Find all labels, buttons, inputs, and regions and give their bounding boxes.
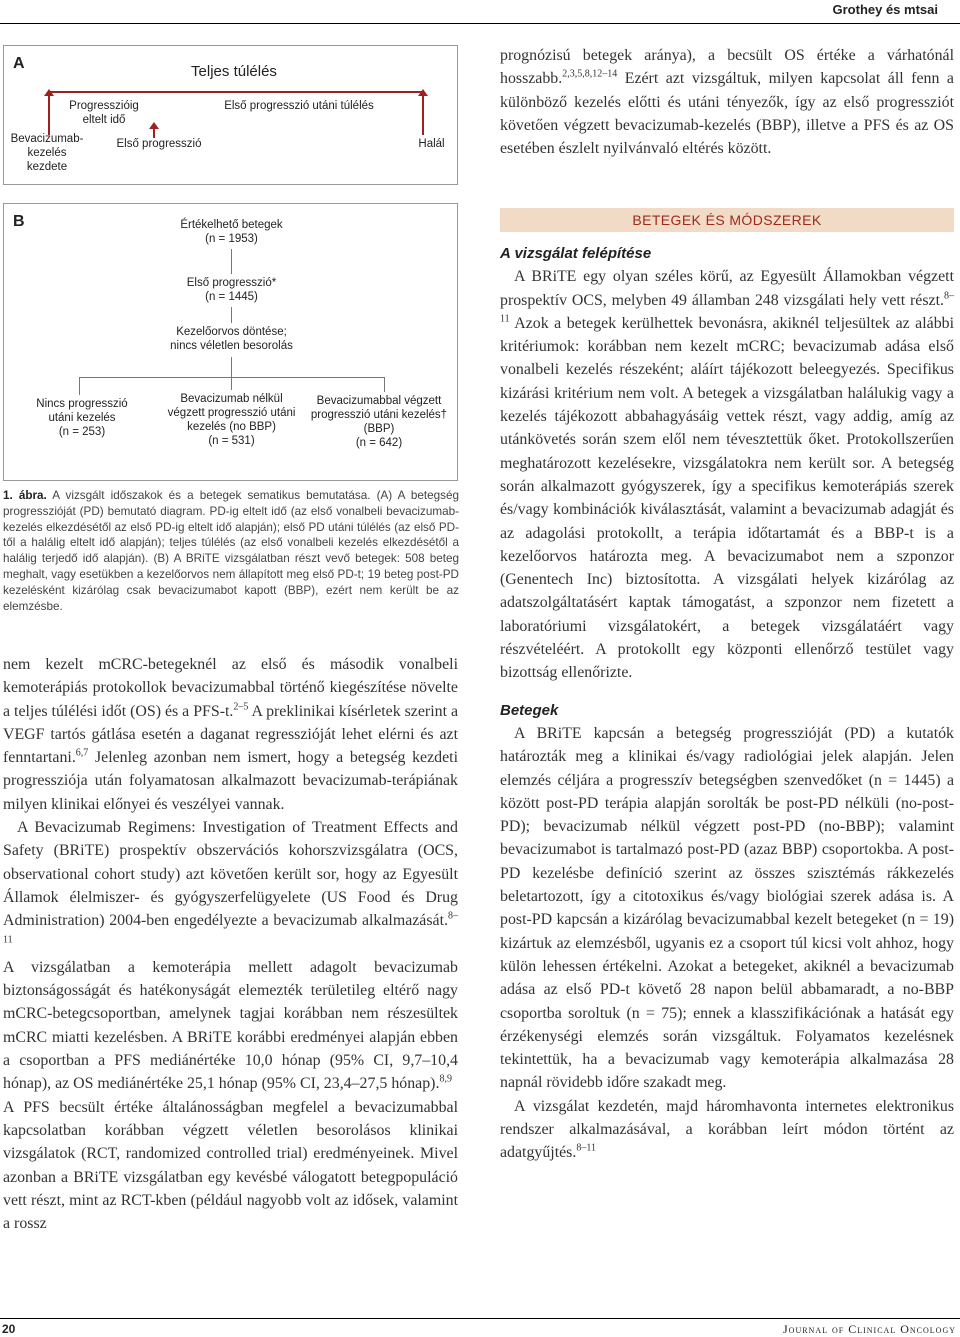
page-number: 20	[2, 1322, 16, 1336]
connector	[231, 377, 232, 390]
right-column-top	[500, 44, 954, 160]
subheading-study-design: A vizsgálat felépítése	[500, 245, 652, 262]
section-heading: BETEGEK ÉS MÓDSZEREK	[500, 208, 954, 232]
paragraph: nem kezelt mCRC-betegeknél az első és második vonalbeli kemoterápiás protokollok bevacizumabbal történő kiegészítése növelte a teljes túlélési időt (OS) és a PFS-t.$^{2-5}$ A preklinikai kísérletek szerint a VEGF tartós gátlása esetén a daganat regresszióját lehet elérni és azt fenntartani.$^{6,7}$ Jelenleg azonban nem ismert, hogy a betegség kezdeti progressziója után folyamatosan alkalmazott bevacizumab-terápiának milyen klinikai előnyei és veszélyei vannak.	[3, 656, 459, 813]
figure-panel-b	[3, 203, 458, 481]
tick-pd	[153, 128, 155, 138]
connector	[231, 249, 232, 274]
first-progression-box	[149, 276, 314, 304]
caption-label: 1. ábra.	[3, 489, 47, 502]
tick-death	[422, 95, 424, 135]
physician-decision-label: Kezelőorvos döntése;	[176, 326, 287, 338]
footer-rule	[0, 1318, 960, 1319]
paragraph: A vizsgálat kezdetén, majd háromhavonta internetes elektronikus rendszer alkalmazásával, a korábban leírt módon történt az adatgyűjtés.$^{8-11}$	[500, 1097, 954, 1162]
bbp-box	[309, 394, 449, 450]
subheading-patients: Betegek	[500, 701, 559, 719]
left-column	[3, 653, 458, 1235]
connector	[231, 357, 232, 377]
right-column	[500, 242, 954, 1165]
evaluable-patients-box	[149, 218, 314, 246]
panel-letter-a: A	[13, 55, 25, 72]
connector	[384, 377, 385, 392]
connector	[79, 377, 80, 395]
death-label: Halál	[418, 138, 445, 150]
caption-text: A vizsgált időszakok és a betegek sematikus bemutatása. (A) A betegség progresszióját (PD) bemutató diagram. PD-ig eltelt idő (az első vonalbeli bevacizumab-kezelés elkezdésétől az első PD-ig eltelt idő alapján); első PD utáni túlélés (az első PD-től a halálig eltelt idő alapján); teljes túlélés (az első vonalbeli kezelés elkezdésétől a halálig terjedő idő alapján). (B) A BRiTE vizsgálatban részt vevő betegek: 508 beteg meghalt, vagy esetükben a kezelőorvos nem állapított meg első PD-t; 19 beteg post-PD kezelésként kizárólag csak bevacizumabot kapott (BBP), ezért nem került be az elemzésbe.	[3, 489, 459, 613]
connector	[231, 307, 232, 323]
treatment-start-label: Bevacizumab-kezelés kezdete	[10, 133, 84, 173]
no-post-pd-box	[27, 397, 137, 439]
physician-decision-box	[139, 325, 324, 353]
no-bbp-label: Bevacizumab nélkül végzett progresszió utáni kezelés (no BBP)	[167, 393, 296, 433]
first-progression-label: Első progresszió	[116, 138, 202, 150]
paragraph: A PFS becsült értéke általánosságban megfelel a bevacizumabbal kapcsolatban korábban végzett véletlen besorolásos klinikai vizsgálatok (RCT, randomized controlled trial) eredményeinek. Mivel azonban a BRiTE vizsgálatban egy kevésbé válogatott betegpopuláció vett részt, mint az RCT-kben (például nagyobb volt az idősek, valamint a rossz	[3, 1098, 458, 1233]
header-rule	[0, 23, 960, 24]
paragraph: prognózisú betegek aránya), a becsült OS értéke a várhatónál hosszabb.$^{2,3,5,8,12-14}$ Ezért azt vizsgáltuk, milyen kapcsolat áll fenn a különböző kezelés előtti és utáni tényezők, így az első progressziót követően végzett bevacizumab-kezelés (BBP), illetve a PFS és az OS esetében észlelt nyilvánvaló eltérés között.	[500, 47, 954, 158]
evaluable-patients-n: (n = 1953)	[205, 233, 258, 245]
tick-start	[48, 95, 50, 135]
paragraph: A BRiTE egy olyan széles körű, az Egyesült Államokban végzett prospektív OCS, melyben 49 államban 248 vizsgálati hely vett részt.$^{8-11}$ Azok a betegek kerülhettek bevonásra, akiknél teljesültek az alábbi kritériumok: korábban nem kezelt mCRC; bevacizumab adása első vonalbeli kezelés részeként; aláírt tájékozott beleegyezés. Specifikus kizárási kritérium nem volt. A betegek a vizsgálatban halálukig vagy a kezelés tájékozott abbahagyásáig vettek részt, vagy addig, amíg az utánkövetés során szem elől nem tévesztettük őket. Protokollszerűen meghatározott kezelésekre, vizsgálatokra nem került sor. A betegség során alkalmazott gyógyszerek, így a specifikus kemoterápiás szerek és/vagy kombinációk kiválasztását, valamint a bevacizumab adagját és az adagolási protokollt, a terápia időtartamát és a BBP-t is a kezelőorvos határozta meg. A bevacizumabot nem a szponzor (Genentech Inc) biztosította. A vizsgálati helyek kizárólag az adatszolgáltatásért kaptak támogatást, a szponzor nem fizetett a laboratóriumi vizsgálatokért, a betegek vizsgálatáért vagy részvételéért. A protokollt egy központi ellenőrző testület vagy bizottság ellenőrizte.	[500, 268, 954, 682]
no-randomization-label: nincs véletlen besorolás	[170, 340, 293, 352]
paragraph: A BRiTE kapcsán a betegség progresszióját (PD) a kutatók határozták meg a klinikai és/vagy radiológiai jelek alapján. Jelen elemzés céljára a progresszív betegségben szenvedőket (n = 1445) a között post-PD terápia alapján sorolták be post-PD nélküli (no-post-PD); bevacizumab nélkül végzett post-PD (no-BBP); valamint bevacizumabot is tartalmazó post-PD (azaz BBP) csoportokba. A post-PD kezelésbe definíció szerint az összes szisztémás rákkezelés beletartozott, így a citotoxikus és/vagy biológiai szerek adása is. A post-PD kapcsán a kizárólag bevacizumabbal kezelt betegeket (n = 19) kizártuk az elemzésből, ugyanis ez a csoport túl kicsi volt ahhoz, hogy külön lehessen értékelni. Azokat a betegeket, akiknél a bevacizumab adása az első PD-t követő 28 napon belül abbamaradt, a no-BBP csoportba soroltuk (n = 75); ennek a klasszifikációnak a hatását egy érzékenységi elemzés során vizsgáltuk. Folyamatos kezelésnek tekintettük, ha a bevacizumab vagy kemoterápia alkalmazása 28 napnál rövidebb időre szakadt meg.	[500, 724, 954, 1092]
no-bbp-n: (n = 531)	[208, 435, 255, 447]
no-bbp-box	[164, 392, 299, 448]
paragraph: A vizsgálatban a kemoterápia mellett adagolt bevacizumab biztonságosságát és hatékonyságát elemezték területileg eltérő nagy mCRC-betegcsoportban, amelynek tagjai korábban nem részesültek mCRC miatti kezelésben. A BRiTE korábbi eredményei alapján ebben a csoportban a PFS mediánértéke 10,0 hónap (95% CI, 9,7–10,4 hónap), az OS mediánértéke 25,1 hónap (95% CI, 23,4–27,5 hónap).$^{8,9}$	[3, 958, 458, 1093]
pd-interval-label: Progresszióig eltelt idő	[69, 100, 139, 126]
figure-panel-a	[3, 45, 458, 185]
overall-survival-label: Teljes túlélés	[191, 63, 277, 80]
figure-caption	[3, 488, 459, 614]
running-header: Grothey és mtsai	[832, 2, 938, 17]
first-progression-n: (n = 1445)	[205, 291, 258, 303]
bbp-n: (n = 642)	[355, 437, 403, 449]
paragraph: A Bevacizumab Regimens: Investigation of Treatment Effects and Safety (BRiTE) prospektív obszervációs kohorszvizsgálatra (OCS, observational cohort study) azt követően került sor, hogy az Egyesült Államok élelmiszer- és gyógyszerfelügyelete (US Food és Drug Administration) 2004-ben engedélyezte a bevacizumab alkalmazását.$^{8-11}$	[3, 819, 458, 946]
no-post-pd-label: Nincs progresszió utáni kezelés	[36, 398, 128, 424]
journal-name: Journal of Clinical Oncology	[783, 1322, 956, 1336]
overall-timeline	[49, 91, 424, 93]
first-progression-label-b: Első progresszió*	[186, 277, 277, 289]
panel-letter-b: B	[13, 213, 25, 230]
bbp-label: Bevacizumabbal végzett progresszió utáni kezelés† (BBP)	[310, 395, 448, 435]
no-post-pd-n: (n = 253)	[58, 426, 106, 438]
post-pd-survival-label: Első progresszió utáni túlélés	[224, 100, 374, 112]
evaluable-patients-label: Értékelhető betegek	[180, 219, 283, 231]
